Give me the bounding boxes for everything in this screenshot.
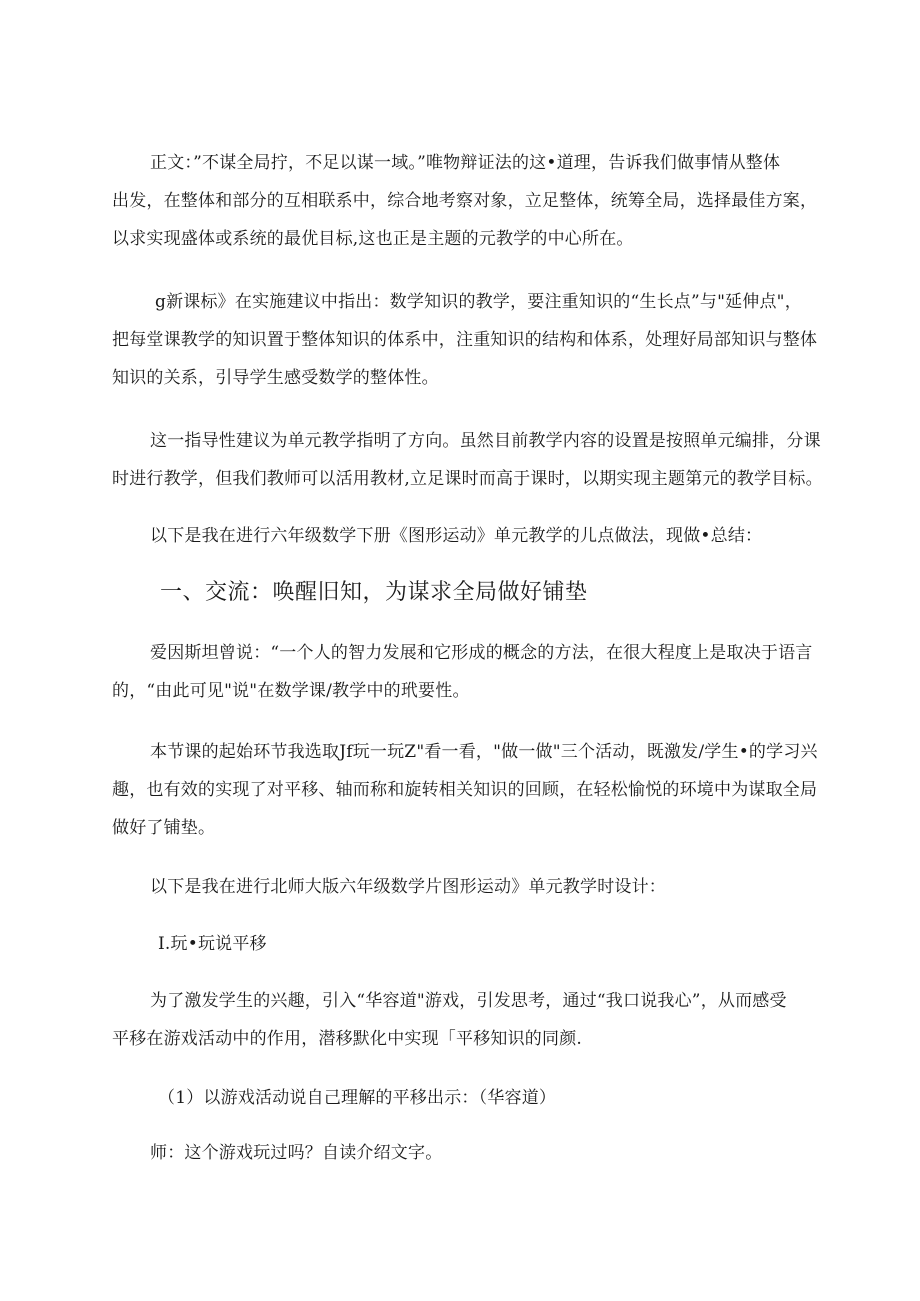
paragraph-3-line-2: 时进行教学，但我们教师可以活用教材,立足课时而高于课时，以期实现主题第元的教学目标。 — [112, 469, 823, 489]
subheading-2: （1）以游戏活动说自己理解的平移出示：（华容道） — [158, 1088, 557, 1108]
paragraph-1-line-2: 出发，在整体和部分的互相联系中，综合地考察对象，立足整体，统筹全局，选择最佳方案， — [112, 191, 818, 211]
paragraph-2-line-1: g新课标》在实施建议中指出：数学知识的教学，要注重知识的“生长点”与"延伸点"， — [155, 292, 802, 312]
section-heading-1: 一、交流：唤醒旧知，为谋求全局做好铺垫 — [160, 580, 588, 605]
paragraph-1-line-1: 正文：”不谋全局拧，不足以谋一域。”唯物辩证法的这•道理，告诉我们做事情从整体 — [150, 153, 781, 173]
paragraph-4-line-1: 以下是我在进行六年级数学下册《图形运动》单元教学的儿点做法，现做•总结： — [150, 526, 763, 546]
paragraph-8-line-2: 平移在游戏活动中的作用，潜移默化中实现「平移知识的同颜. — [112, 1029, 583, 1049]
paragraph-3-line-1: 这一指导性建议为单元教学指明了方向。虽然目前教学内容的设置是按照单元编排，分课 — [150, 431, 821, 451]
paragraph-6-line-2: 趣，也有效的实现了对平移、轴而称和旋转相关知识的回顾，在轻松愉悦的环境中为谋取全局 — [112, 780, 818, 800]
paragraph-1-line-3: 以求实现盛体或系统的最优目标,这也正是主题的元教学的中心所在。 — [112, 229, 634, 249]
subheading-1: I.玩•玩说平移 — [158, 934, 267, 954]
paragraph-5-line-2: 的，“由此可见"说"在数学课/教学中的玳要性。 — [112, 681, 470, 701]
paragraph-6-line-3: 做好了铺垫。 — [112, 818, 216, 838]
paragraph-8-line-1: 为了激发学生的兴趣，引入“华容道"游戏，引发思考，通过“我口说我心”，从而感受 — [150, 991, 787, 1011]
paragraph-9-line-1: 师：这个游戏玩过吗？自读介绍文字。 — [150, 1143, 443, 1163]
paragraph-2-line-3: 知识的关系，引导学生感受数学的整体性。 — [112, 368, 439, 388]
paragraph-7-line-1: 以下是我在进行北师大版六年级数学片图形运动》单元教学时设计： — [150, 877, 666, 897]
paragraph-2-line-2: 把每堂课教学的知识置于整体知识的体系中，注重知识的结构和体系，处理好局部知识与整体 — [112, 330, 818, 350]
paragraph-5-line-1: 爱因斯坦曾说：“一个人的智力发展和它形成的概念的方法，在很大程度上是取决于语言 — [150, 643, 813, 663]
paragraph-6-line-1: 本节课的起始环节我选取Jf玩一玩Z"看一看，"做一做"三个活动，既激发/学生•的学习兴 — [150, 742, 818, 762]
